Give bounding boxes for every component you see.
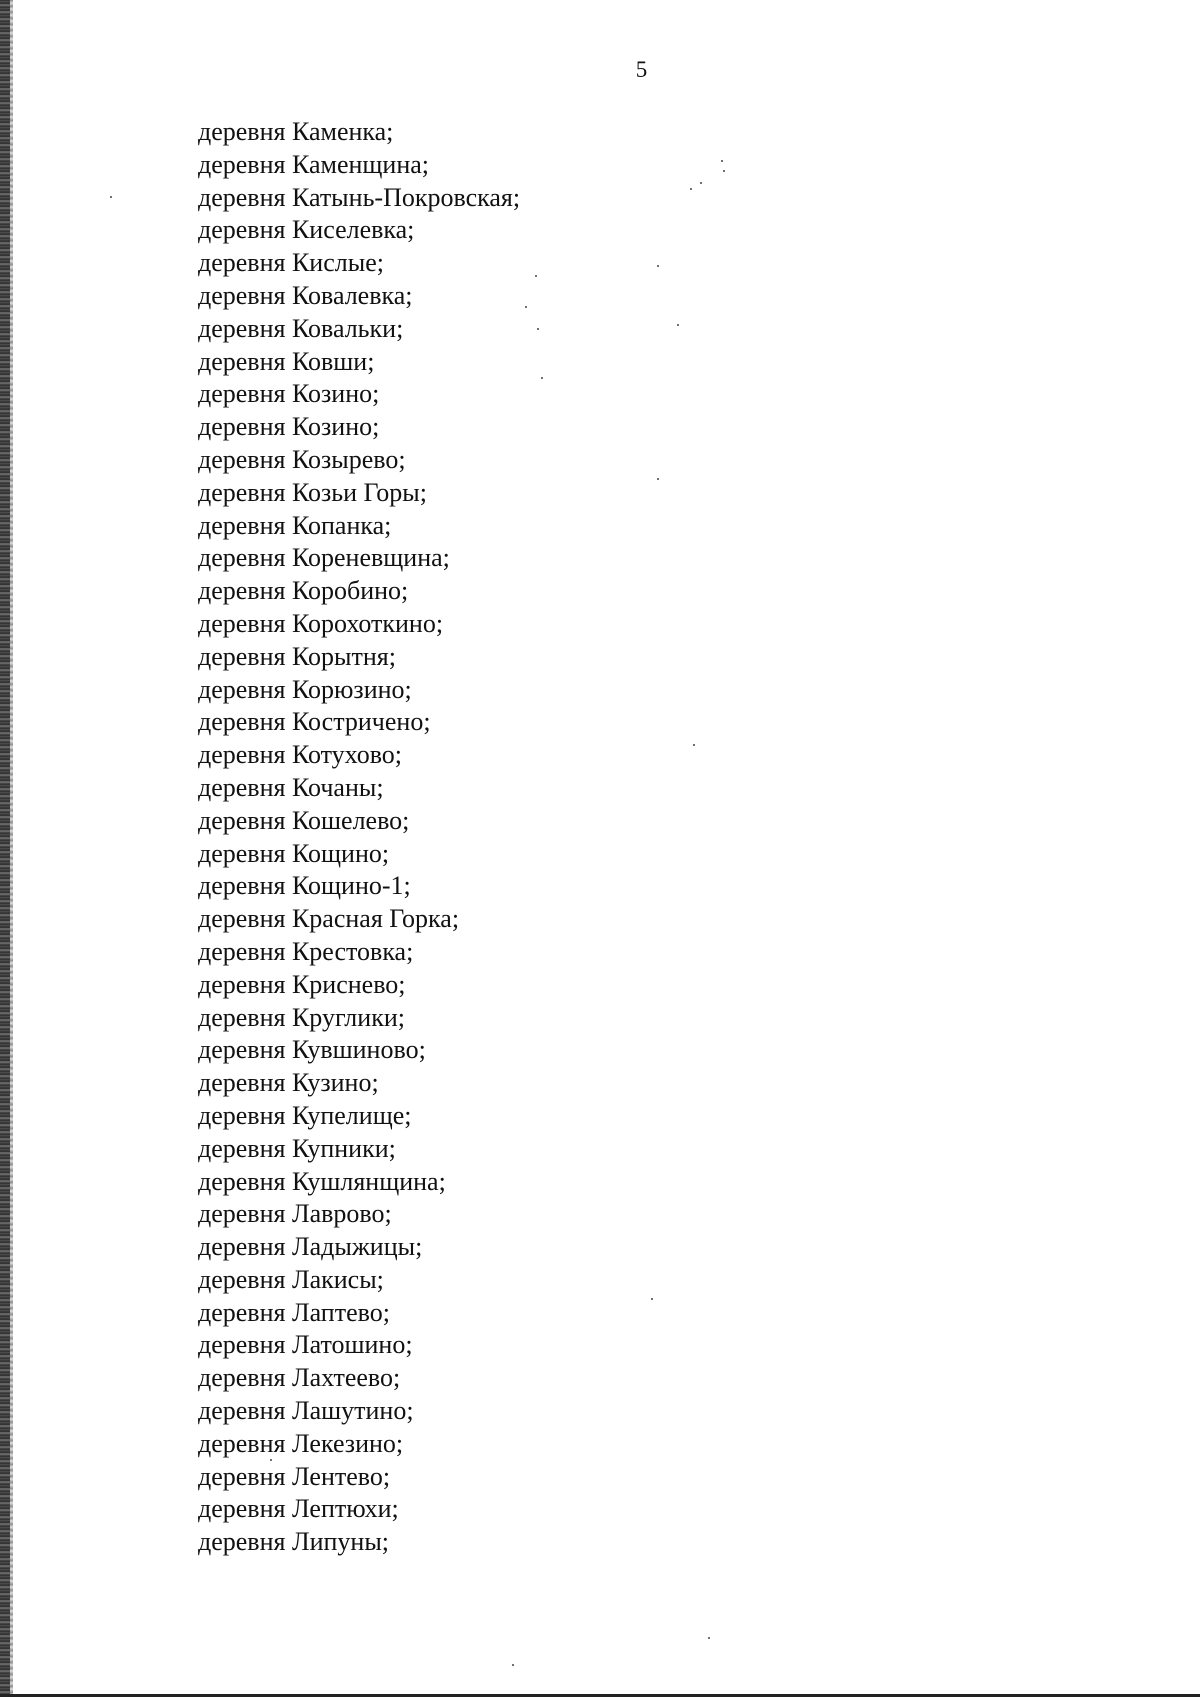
list-item: деревня Крестовка; bbox=[198, 936, 414, 966]
scan-speck bbox=[657, 478, 659, 480]
scan-speck bbox=[541, 377, 543, 379]
list-item: деревня Лекезино; bbox=[198, 1428, 404, 1458]
list-item: деревня Корытня; bbox=[198, 641, 396, 671]
list-item: деревня Каменка; bbox=[198, 117, 394, 146]
list-item: деревня Корохоткино; bbox=[198, 608, 444, 638]
scan-speck bbox=[270, 1459, 272, 1461]
scan-speck bbox=[657, 265, 659, 267]
list-item: деревня Козино; bbox=[198, 412, 380, 442]
list-item: деревня Кореневщина; bbox=[198, 543, 450, 573]
list-item: деревня Козино; bbox=[198, 379, 380, 409]
list-item: деревня Круглики; bbox=[198, 1002, 405, 1032]
list-item: деревня Ковалевка; bbox=[198, 280, 413, 310]
list-item: деревня Коробино; bbox=[198, 576, 409, 606]
list-item: деревня Кошелево; bbox=[198, 805, 410, 835]
list-item: деревня Лентево; bbox=[198, 1461, 391, 1491]
list-item: деревня Купники; bbox=[198, 1133, 396, 1163]
list-item: деревня Купелище; bbox=[198, 1100, 412, 1130]
scan-speck bbox=[700, 182, 702, 184]
list-item: деревня Лахтеево; bbox=[198, 1363, 401, 1393]
scan-speck bbox=[525, 306, 527, 308]
list-item: деревня Козьи Горы; bbox=[198, 477, 427, 507]
list-item: деревня Криснево; bbox=[198, 969, 406, 999]
list-item: деревня Лаптево; bbox=[198, 1297, 390, 1327]
list-item: деревня Кочаны; bbox=[198, 772, 384, 802]
list-item: деревня Лаврово; bbox=[198, 1199, 392, 1229]
list-item: деревня Корюзино; bbox=[198, 674, 412, 704]
list-item: деревня Ковальки; bbox=[198, 313, 404, 343]
list-item: деревня Кушлянщина; bbox=[198, 1166, 446, 1196]
list-item: деревня Кощино; bbox=[198, 838, 390, 868]
list-item: деревня Кузино; bbox=[198, 1068, 379, 1098]
list-item: деревня Копанка; bbox=[198, 510, 392, 540]
list-item: деревня Ковши; bbox=[198, 346, 375, 376]
list-item: деревня Латошино; bbox=[198, 1330, 413, 1360]
list-item: деревня Ладыжицы; bbox=[198, 1232, 423, 1262]
list-item: деревня Липуны; bbox=[198, 1527, 390, 1557]
scan-speck bbox=[651, 1298, 653, 1300]
list-item: деревня Киселевка; bbox=[198, 215, 415, 245]
list-item: деревня Костричено; bbox=[198, 707, 431, 737]
list-item: деревня Красная Горка; bbox=[198, 904, 460, 934]
scan-speck bbox=[537, 328, 539, 330]
list-item: деревня Лептюхи; bbox=[198, 1494, 399, 1524]
list-item: деревня Кислые; bbox=[198, 248, 384, 278]
page-number: 5 bbox=[635, 57, 648, 82]
scan-speck bbox=[677, 324, 679, 326]
scan-speck bbox=[535, 275, 537, 277]
scan-edge-left bbox=[0, 0, 12, 1697]
scan-speck bbox=[723, 170, 725, 172]
list-item: деревня Лакисы; bbox=[198, 1264, 384, 1294]
scan-speck bbox=[708, 1637, 710, 1639]
list-item: деревня Каменщина; bbox=[198, 149, 430, 179]
list-item: деревня Лашутино; bbox=[198, 1396, 414, 1426]
scan-speck bbox=[690, 188, 692, 190]
list-item: деревня Кувшиново; bbox=[198, 1035, 426, 1065]
scan-speck bbox=[693, 744, 695, 746]
list-item: деревня Кощино-1; bbox=[198, 871, 411, 901]
scan-speck bbox=[110, 196, 112, 198]
list-item: деревня Козырево; bbox=[198, 444, 406, 474]
scan-speck bbox=[512, 1664, 514, 1666]
list-item: деревня Катынь-Покровская; bbox=[198, 182, 521, 212]
list-item: деревня Котухово; bbox=[198, 740, 403, 770]
settlement-list bbox=[198, 116, 520, 1559]
scan-speck bbox=[721, 160, 723, 162]
